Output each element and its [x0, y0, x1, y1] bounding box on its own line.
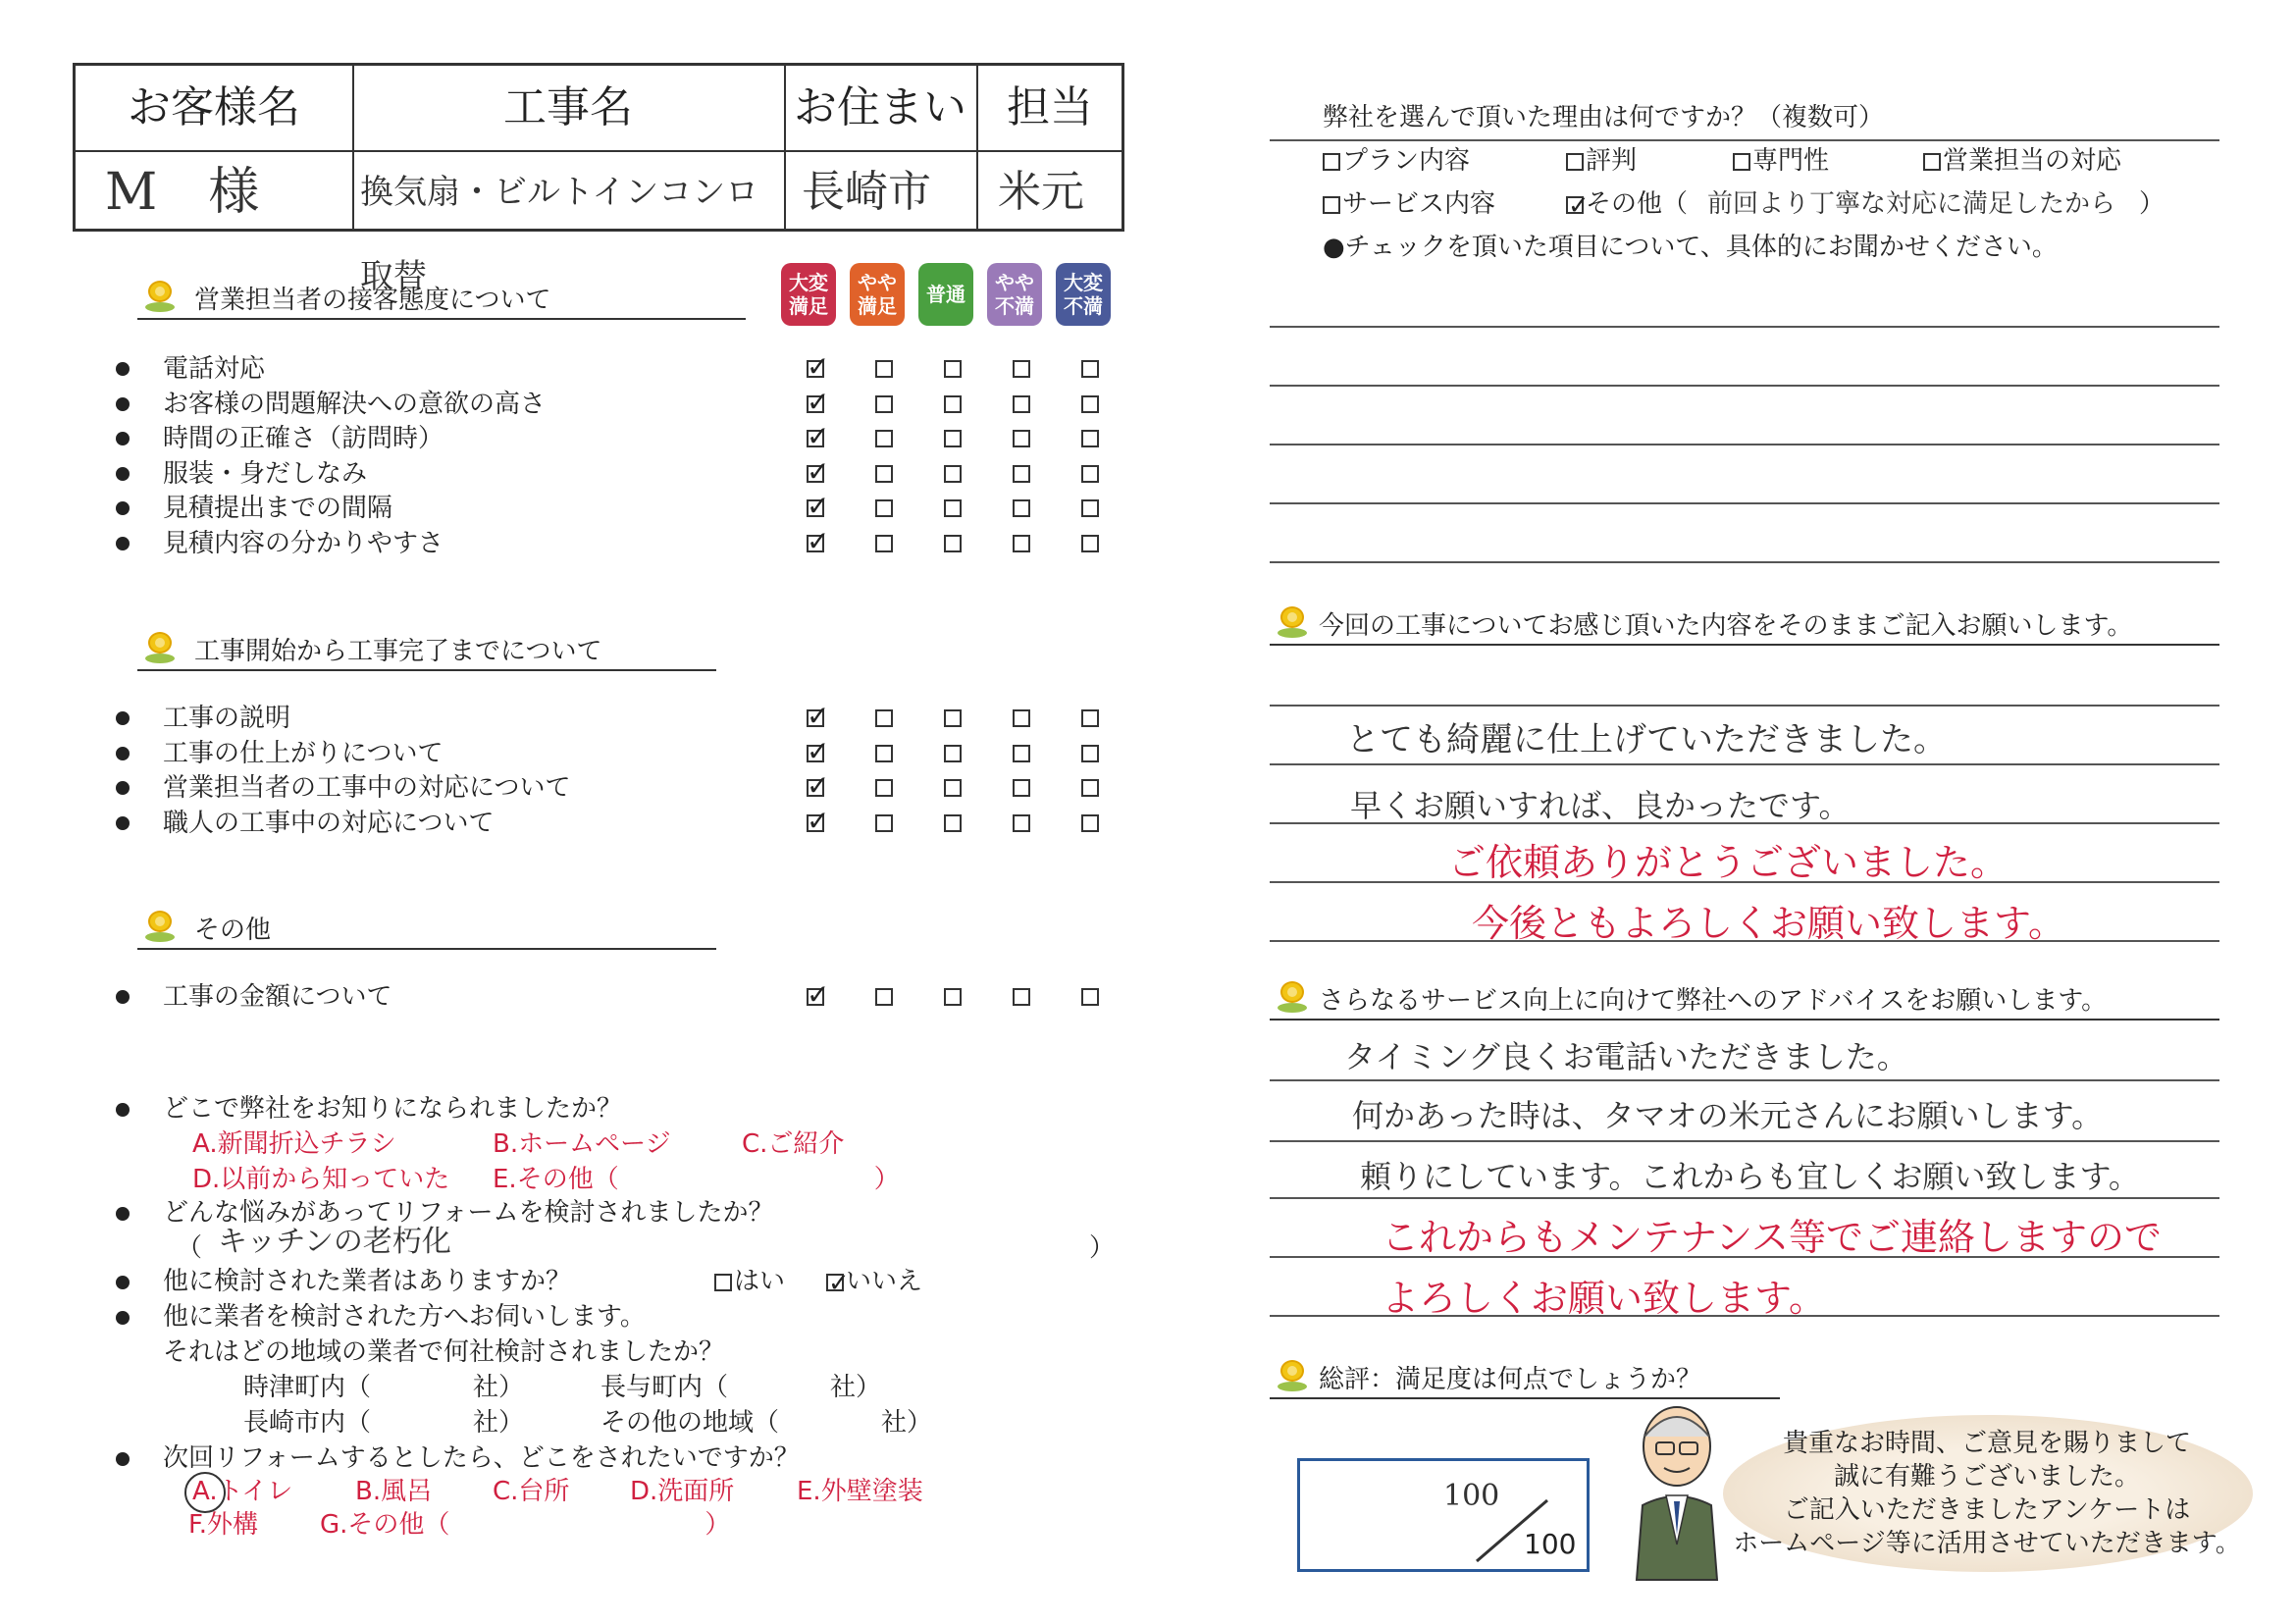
- rating-checkbox[interactable]: [1013, 779, 1030, 797]
- rating-item-label: 工事の仕上がりについて: [163, 738, 444, 768]
- section-overall: [1270, 1360, 1780, 1399]
- reason-other-close: ）: [2139, 189, 2166, 219]
- bullet: [116, 1207, 130, 1221]
- rating-checkbox[interactable]: [944, 360, 962, 378]
- check-mark-icon: ✓: [807, 734, 830, 767]
- option-d-known-before: D.以前から知っていた: [192, 1165, 450, 1194]
- option-label: はい: [734, 1267, 786, 1296]
- rating-item-label: 服装・身だしなみ: [163, 458, 368, 489]
- check-mark-icon: ✓: [807, 524, 830, 557]
- check-mark-icon: ✓: [807, 454, 830, 488]
- rating-checkbox[interactable]: [944, 709, 962, 727]
- rating-checkbox[interactable]: [875, 745, 893, 762]
- thanks-line: ご記入いただきましたアンケートは: [1783, 1495, 2191, 1525]
- write-line: [1270, 705, 2219, 707]
- rating-checkbox[interactable]: [944, 465, 962, 483]
- section-title: 総評：満足度は何点でしょうか？: [1319, 1365, 1702, 1394]
- work-name-header: 工事名: [503, 82, 633, 132]
- staff-header: 担当: [1007, 82, 1093, 132]
- option-e-other: E.その他（ ）: [493, 1165, 900, 1194]
- flower-icon: [1278, 1360, 1307, 1393]
- score-box: [1297, 1458, 1590, 1572]
- rating-checkbox[interactable]: [1013, 430, 1030, 447]
- option-label: その他（: [1586, 189, 1689, 219]
- rating-checkbox[interactable]: [1081, 360, 1099, 378]
- checkbox[interactable]: [714, 1274, 732, 1291]
- section-title: その他: [194, 916, 272, 945]
- worry-answer: キッチンの老朽化: [218, 1225, 451, 1259]
- worry-close-paren: ）: [1089, 1233, 1116, 1263]
- rating-checkbox[interactable]: [1013, 499, 1030, 517]
- option-label: 営業担当の対応: [1943, 146, 2122, 176]
- rating-checkbox[interactable]: [1013, 360, 1030, 378]
- rating-checkbox[interactable]: [944, 814, 962, 832]
- rating-checkbox[interactable]: [1081, 814, 1099, 832]
- bullet: [116, 816, 130, 830]
- rating-very-satisfied: 大変満足: [781, 263, 836, 326]
- reason-title: 弊社を選んで頂いた理由は何ですか？（複数可）: [1323, 103, 1885, 132]
- worry-open-paren: （: [177, 1233, 203, 1263]
- option-label: サービス内容: [1342, 189, 1496, 219]
- section-title: 営業担当者の接客態度について: [194, 286, 551, 315]
- flower-icon: [145, 911, 175, 944]
- rating-checkbox[interactable]: [875, 535, 893, 552]
- reason-expertise[interactable]: [1733, 143, 1829, 179]
- region-other: その他の地域（ 社）: [600, 1408, 933, 1438]
- reason-service[interactable]: [1323, 186, 1495, 222]
- check-mark-icon: ✓: [807, 700, 830, 732]
- rating-checkbox[interactable]: [944, 395, 962, 413]
- bullet: [116, 432, 130, 445]
- rating-somewhat-satisfied: やや満足: [850, 263, 905, 326]
- reason-other[interactable]: [1566, 186, 1688, 222]
- rating-checkbox[interactable]: [875, 988, 893, 1006]
- write-line: [1270, 1197, 2219, 1199]
- section-sales-attitude: [137, 281, 746, 320]
- section-construction: [137, 632, 716, 671]
- bullet: [116, 711, 130, 725]
- option-label: 評判: [1586, 146, 1638, 176]
- check-mark-icon: ✓: [807, 420, 830, 452]
- rating-checkbox[interactable]: [875, 814, 893, 832]
- check-mark-icon: ✓: [807, 385, 830, 418]
- checkbox[interactable]: [1566, 153, 1584, 171]
- bullet: [116, 467, 130, 481]
- checkbox[interactable]: [1323, 153, 1340, 171]
- option-f-exterior: F.外構: [188, 1510, 259, 1540]
- rating-checkbox[interactable]: [944, 779, 962, 797]
- advice-line-1: タイミング良くお電話いただきました。: [1344, 1038, 1908, 1075]
- option-c-introduction: C.ご紹介: [742, 1129, 845, 1159]
- rating-checkbox[interactable]: [875, 709, 893, 727]
- rating-checkbox[interactable]: [875, 465, 893, 483]
- rating-checkbox[interactable]: [1013, 465, 1030, 483]
- option-no[interactable]: [826, 1264, 922, 1299]
- rating-checkbox[interactable]: [1081, 499, 1099, 517]
- flower-icon: [145, 281, 175, 314]
- option-b-bath: B.風呂: [355, 1477, 433, 1506]
- bullet: [116, 1311, 130, 1325]
- checkbox[interactable]: [1923, 153, 1941, 171]
- option-label: 専門性: [1752, 146, 1830, 176]
- write-line: [1270, 444, 2219, 445]
- option-a-newspaper: A.新聞折込チラシ: [192, 1129, 396, 1159]
- check-mark-icon: ✓: [807, 350, 830, 383]
- staff-advice-reply-2: よろしくお願い致します。: [1382, 1277, 1826, 1320]
- rating-checkbox[interactable]: [1013, 395, 1030, 413]
- checkbox[interactable]: [1323, 196, 1340, 214]
- bullet: [116, 1103, 130, 1117]
- write-line: [1270, 326, 2219, 328]
- rating-checkbox[interactable]: [1081, 988, 1099, 1006]
- rating-checkbox[interactable]: [1013, 988, 1030, 1006]
- work-name-value: 換気扇・ビルトインコンロ取替: [360, 173, 759, 296]
- rating-very-dissatisfied: 大変不満: [1056, 263, 1111, 326]
- rating-neutral: 普通: [918, 263, 973, 326]
- rating-item-label: 時間の正確さ（訪問時）: [163, 424, 444, 453]
- residence-value: 長崎市: [802, 167, 931, 217]
- rating-checkbox[interactable]: [1013, 814, 1030, 832]
- staff-reply-2: 今後ともよろしくお願い致します。: [1472, 902, 2065, 945]
- rating-checkbox[interactable]: [1081, 395, 1099, 413]
- residence-header: お住まい: [794, 82, 966, 132]
- bullet: [116, 501, 130, 515]
- rating-checkbox[interactable]: [1081, 535, 1099, 552]
- rating-checkbox[interactable]: [944, 430, 962, 447]
- impression-line-1: とても綺麗に仕上げていただきました。: [1346, 720, 1947, 759]
- score-value: 100: [1443, 1479, 1500, 1513]
- write-line: [1270, 1079, 2219, 1081]
- option-yes[interactable]: [714, 1264, 785, 1299]
- rating-item-label: 職人の工事中の対応について: [163, 808, 495, 838]
- rating-checkbox[interactable]: [875, 430, 893, 447]
- rating-checkbox[interactable]: [944, 499, 962, 517]
- question-region: 他に業者を検討された方へお伺いします。: [163, 1302, 646, 1332]
- bullet: [116, 1452, 130, 1466]
- check-mark-icon: ✓: [807, 769, 830, 802]
- rating-checkbox[interactable]: [1013, 535, 1030, 552]
- rating-checkbox[interactable]: [875, 499, 893, 517]
- region-nagayo: 長与町内（ 社）: [600, 1373, 882, 1402]
- rating-checkbox[interactable]: [1081, 779, 1099, 797]
- reason-sales-response[interactable]: [1923, 143, 2121, 179]
- reason-other-answer: 前回より丁寧な対応に満足したから: [1707, 189, 2116, 219]
- write-line: [1270, 561, 2219, 563]
- region-nagasaki: 長崎市内（ 社）: [243, 1408, 525, 1438]
- thanks-line: 誠に有難うございました。: [1833, 1462, 2140, 1492]
- rating-item-label: 見積提出までの間隔: [163, 494, 393, 523]
- impression-line-2: 早くお願いすれば、良かったです。: [1350, 787, 1851, 824]
- reason-detail-prompt: ●チェックを頂いた項目について、具体的にお聞かせください。: [1323, 233, 2058, 262]
- section-title: 今回の工事についてお感じ頂いた内容をそのままご記入お願いします。: [1319, 611, 2133, 641]
- staff-value: 米元: [998, 167, 1084, 217]
- staff-advice-reply-1: これからもメンテナンス等でご連絡しますので: [1382, 1216, 2162, 1259]
- reason-reputation[interactable]: [1566, 143, 1637, 179]
- region-togitsu: 時津町内（ 社）: [243, 1373, 525, 1402]
- option-label: プラン内容: [1342, 146, 1471, 176]
- bullet: [116, 990, 130, 1004]
- section-advice: [1270, 981, 2219, 1021]
- section-title: さらなるサービス向上に向けて弊社へのアドバイスをお願いします。: [1319, 986, 2108, 1016]
- option-a-toilet: A.トイレ: [192, 1477, 293, 1506]
- check-mark-icon: ✓: [807, 804, 830, 837]
- rating-checkbox[interactable]: [875, 360, 893, 378]
- reason-plan[interactable]: [1323, 143, 1470, 179]
- option-b-homepage: B.ホームページ: [493, 1129, 671, 1159]
- rating-item-label: 見積内容の分かりやすさ: [163, 528, 444, 558]
- bullet: [116, 537, 130, 550]
- bullet: [116, 747, 130, 760]
- flower-icon: [145, 632, 175, 665]
- write-line: [1270, 385, 2219, 387]
- customer-name-value: M 様: [105, 163, 260, 222]
- question-next-reform: 次回リフォームするとしたら、どこをされたいですか？: [163, 1443, 800, 1473]
- rating-checkbox[interactable]: [1081, 430, 1099, 447]
- bullet: [116, 362, 130, 376]
- rating-checkbox[interactable]: [944, 988, 962, 1006]
- rating-checkbox[interactable]: [1013, 745, 1030, 762]
- checkbox-checked[interactable]: ✓: [1568, 191, 1590, 221]
- staff-reply-1: ご依頼ありがとうございました。: [1448, 841, 2009, 884]
- advice-line-2: 何かあった時は、タマオの米元さんにお願いします。: [1352, 1097, 2104, 1134]
- option-e-exterior-paint: E.外壁塗装: [797, 1477, 923, 1506]
- thanks-message: [1707, 1427, 2267, 1560]
- customer-name-header: お客様名: [128, 82, 300, 132]
- rating-item-label: お客様の問題解決への意欲の高さ: [163, 389, 547, 419]
- section-other: [137, 911, 716, 950]
- rating-checkbox[interactable]: [1081, 465, 1099, 483]
- rating-checkbox[interactable]: [875, 779, 893, 797]
- bullet: [116, 1276, 130, 1289]
- advice-line-3: 頼りにしています。これからも宜しくお願い致します。: [1360, 1158, 2140, 1195]
- rating-item-label: 営業担当者の工事中の対応について: [163, 773, 571, 803]
- option-label: いいえ: [846, 1267, 923, 1296]
- option-c-kitchen: C.台所: [493, 1477, 570, 1506]
- rating-checkbox[interactable]: [944, 745, 962, 762]
- question-where: どこで弊社をお知りになられましたか？: [163, 1094, 623, 1124]
- rating-checkbox[interactable]: [1081, 709, 1099, 727]
- option-d-washroom: D.洗面所: [630, 1477, 735, 1506]
- divider: [1270, 139, 2219, 141]
- section-impression: [1270, 606, 2219, 646]
- write-line: [1270, 1140, 2219, 1142]
- bullet: [116, 781, 130, 795]
- rating-checkbox[interactable]: [1013, 709, 1030, 727]
- checkbox-checked[interactable]: ✓: [828, 1269, 850, 1298]
- check-mark-icon: ✓: [807, 490, 830, 522]
- question-other-vendors: 他に検討された業者はありますか？: [163, 1267, 572, 1296]
- score-max: 100: [1524, 1528, 1577, 1560]
- rating-checkbox[interactable]: [875, 395, 893, 413]
- section-title: 工事開始から工事完了までについて: [194, 637, 602, 666]
- bullet: [116, 397, 130, 411]
- checkbox[interactable]: [1733, 153, 1750, 171]
- option-g-other: G.その他（ ）: [320, 1510, 731, 1540]
- rating-checkbox[interactable]: [1081, 745, 1099, 762]
- check-mark-icon: ✓: [807, 978, 830, 1011]
- flower-icon: [1278, 981, 1307, 1015]
- rating-somewhat-dissatisfied: やや不満: [987, 263, 1042, 326]
- write-line: [1270, 763, 2219, 765]
- rating-item-label: 工事の金額について: [163, 982, 392, 1012]
- question-worry: どんな悩みがあってリフォームを検討されましたか？: [163, 1198, 774, 1228]
- question-region-2: それはどの地域の業者で何社検討されましたか？: [163, 1337, 725, 1367]
- rating-item-label: 工事の説明: [163, 704, 291, 733]
- write-line: [1270, 502, 2219, 504]
- rating-item-label: 電話対応: [163, 354, 266, 384]
- flower-icon: [1278, 606, 1307, 640]
- thanks-line: 貴重なお時間、ご意見を賜りまして: [1782, 1429, 2191, 1458]
- thanks-line: ホームページ等に活用させていただきます。: [1733, 1529, 2241, 1558]
- rating-checkbox[interactable]: [944, 535, 962, 552]
